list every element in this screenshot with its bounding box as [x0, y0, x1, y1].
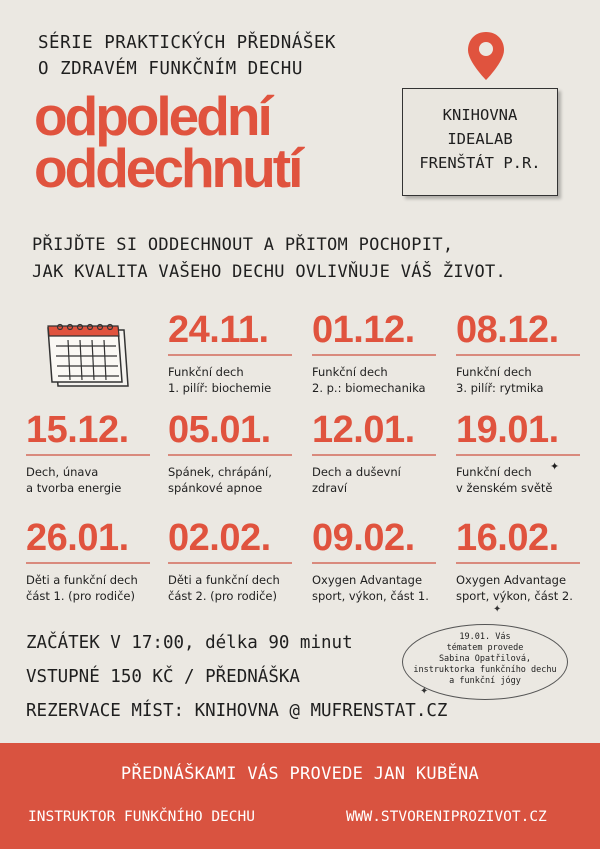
- divider: [456, 354, 580, 356]
- divider: [168, 454, 292, 456]
- session-date: 09.02.: [312, 517, 415, 559]
- start-time: ZAČÁTEK V 17:00, délka 90 minut: [26, 633, 353, 653]
- session-date: 12.01.: [312, 409, 415, 451]
- venue-line-2: IDEALAB: [447, 130, 513, 148]
- footer-website-link[interactable]: WWW.STVORENIPROZIVOT.CZ: [346, 809, 547, 825]
- session-topic: Dech a duševní zdraví: [312, 464, 401, 495]
- divider: [456, 562, 580, 564]
- intro-line-1: PŘIJĎTE SI ODDECHNOUT A PŘITOM POCHOPIT,: [32, 235, 454, 255]
- calendar-icon: [36, 320, 132, 392]
- session-topic: Funkční dech 1. pilíř: biochemie: [168, 364, 272, 395]
- venue-line-3: FRENŠTÁT P.R.: [419, 154, 541, 172]
- session-card: [168, 518, 298, 604]
- session-topic: Dech, únava a tvorba energie: [26, 464, 122, 495]
- session-date: 26.01.: [26, 517, 129, 559]
- session-card: [26, 410, 156, 496]
- intro-text: [32, 232, 506, 286]
- session-topic: Oxygen Advantage sport, výkon, část 1.: [312, 572, 429, 603]
- session-topic: Děti a funkční dech část 1. (pro rodiče): [26, 572, 138, 603]
- session-card: [312, 410, 442, 496]
- page-title: [34, 85, 301, 199]
- series-subtitle: [38, 30, 336, 82]
- venue-line-1: KNIHOVNA: [442, 106, 518, 124]
- session-topic: Oxygen Advantage sport, výkon, část 2.: [456, 572, 573, 603]
- divider: [456, 454, 580, 456]
- session-card: [456, 310, 586, 396]
- session-date: 01.12.: [312, 309, 415, 351]
- divider: [312, 354, 436, 356]
- session-date: 02.02.: [168, 517, 271, 559]
- session-card: [312, 310, 442, 396]
- divider: [26, 454, 150, 456]
- venue-box: [402, 88, 558, 196]
- event-info: [26, 628, 447, 730]
- session-date: 16.02.: [456, 517, 559, 559]
- session-card: [26, 518, 156, 604]
- sparkle-icon: ✦: [493, 604, 502, 615]
- location-pin-icon: [466, 30, 506, 82]
- guest-note-text: 19.01. Vás tématem provede Sabina Opatřilová, instruktorka funkčního dechu a funkční jógy: [413, 632, 557, 686]
- session-date: 19.01.: [456, 409, 559, 451]
- title-line-1: odpolední: [34, 85, 270, 147]
- divider: [168, 354, 292, 356]
- session-card: [168, 410, 298, 496]
- series-line-1: SÉRIE PRAKTICKÝCH PŘEDNÁŠEK: [38, 33, 336, 53]
- intro-line-2: JAK KVALITA VAŠEHO DECHU OVLIVŇUJE VÁŠ ŽIVOT.: [32, 262, 507, 282]
- footer-banner: [0, 743, 600, 849]
- session-topic: Funkční dech 2. p.: biomechanika: [312, 364, 426, 395]
- session-topic: Děti a funkční dech část 2. (pro rodiče): [168, 572, 280, 603]
- divider: [312, 562, 436, 564]
- session-topic: Spánek, chrápání, spánkové apnoe: [168, 464, 272, 495]
- session-topic: Funkční dech v ženském světě: [456, 464, 553, 495]
- session-card: [456, 518, 586, 604]
- session-card: [456, 410, 586, 496]
- booking-info: REZERVACE MÍST: KNIHOVNA @ MUFRENSTAT.CZ: [26, 701, 448, 721]
- session-card: [312, 518, 442, 604]
- session-card: [168, 310, 298, 396]
- session-date: 24.11.: [168, 309, 269, 351]
- session-date: 15.12.: [26, 409, 129, 451]
- session-date: 08.12.: [456, 309, 559, 351]
- session-topic: Funkční dech 3. pilíř: rytmika: [456, 364, 544, 395]
- sparkle-icon: ✦: [550, 460, 560, 473]
- footer-lecturer: PŘEDNÁŠKAMI VÁS PROVEDE JAN KUBĚNA: [120, 764, 480, 784]
- divider: [168, 562, 292, 564]
- sparkle-icon: ✦: [420, 686, 429, 697]
- title-line-2: oddechnutí: [34, 137, 301, 199]
- footer-role: INSTRUKTOR FUNKČNÍHO DECHU: [28, 809, 255, 825]
- divider: [26, 562, 150, 564]
- divider: [312, 454, 436, 456]
- entry-fee: VSTUPNÉ 150 KČ / PŘEDNÁŠKA: [26, 667, 300, 687]
- session-date: 05.01.: [168, 409, 271, 451]
- series-line-2: O ZDRAVÉM FUNKČNÍM DECHU: [38, 59, 303, 79]
